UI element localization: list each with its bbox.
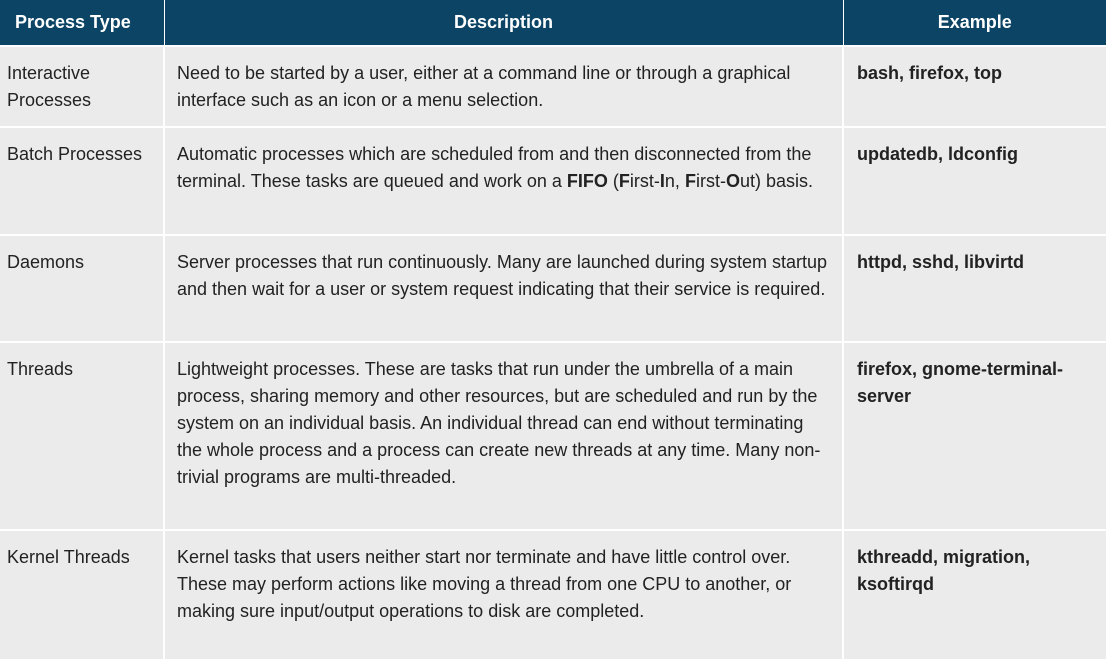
letter-f: F	[618, 171, 630, 191]
process-type-cell: Daemons	[0, 235, 164, 342]
description-cell: Server processes that run continuously. Many are launched during system startup and then wait for a user or system request indicating that their service is required.	[164, 235, 843, 342]
example-cell: firefox, gnome-terminal-server	[843, 342, 1106, 530]
description-cell: Kernel tasks that users neither start nor terminate and have little control over. These may perform actions like moving a thread from one CPU to another, or making sure input/output operations to disk are completed.	[164, 530, 843, 660]
letter-f-second: F	[684, 171, 696, 191]
description-cell: Need to be started by a user, either at a command line or through a graphical interface such as an icon or a menu selection.	[164, 46, 843, 127]
description-cell: Lightweight processes. These are tasks that run under the umbrella of a main process, sharing memory and other resources, but are scheduled and run by the system on an individual basis. An individual thread can end without terminating the whole process and a process can create new threads at any time. Many non-trivial programs are multi-threaded.	[164, 342, 843, 530]
text-ut: ut) basis.	[739, 171, 813, 191]
text-irst: irst-	[629, 171, 660, 191]
table-row	[0, 127, 1106, 235]
example-cell: httpd, sshd, libvirtd	[843, 235, 1106, 342]
description-cell	[164, 127, 843, 235]
process-type-cell: Batch Processes	[0, 127, 164, 235]
text-irst-second: irst-	[695, 171, 726, 191]
header-row	[0, 0, 1106, 46]
table-row	[0, 342, 1106, 530]
table-row	[0, 46, 1106, 127]
table-row	[0, 235, 1106, 342]
description-text: Automatic processes which are scheduled from and then disconnected from the terminal. These tasks are queued and work on a	[177, 144, 812, 191]
header-description: Description	[164, 0, 843, 46]
table-header	[0, 0, 1106, 46]
letter-i: I	[659, 171, 665, 191]
text-n: n,	[664, 171, 680, 191]
paren-open: (	[607, 171, 619, 191]
letter-o: O	[725, 171, 740, 191]
example-cell: kthreadd, migration, ksoftirqd	[843, 530, 1106, 660]
process-type-cell: Interactive Processes	[0, 46, 164, 127]
table-body	[0, 46, 1106, 660]
header-example: Example	[843, 0, 1106, 46]
process-type-cell: Kernel Threads	[0, 530, 164, 660]
example-cell: updatedb, ldconfig	[843, 127, 1106, 235]
table-row	[0, 530, 1106, 660]
header-process-type: Process Type	[0, 0, 164, 46]
example-cell: bash, firefox, top	[843, 46, 1106, 127]
fifo-term: FIFO	[566, 171, 608, 191]
process-type-cell: Threads	[0, 342, 164, 530]
